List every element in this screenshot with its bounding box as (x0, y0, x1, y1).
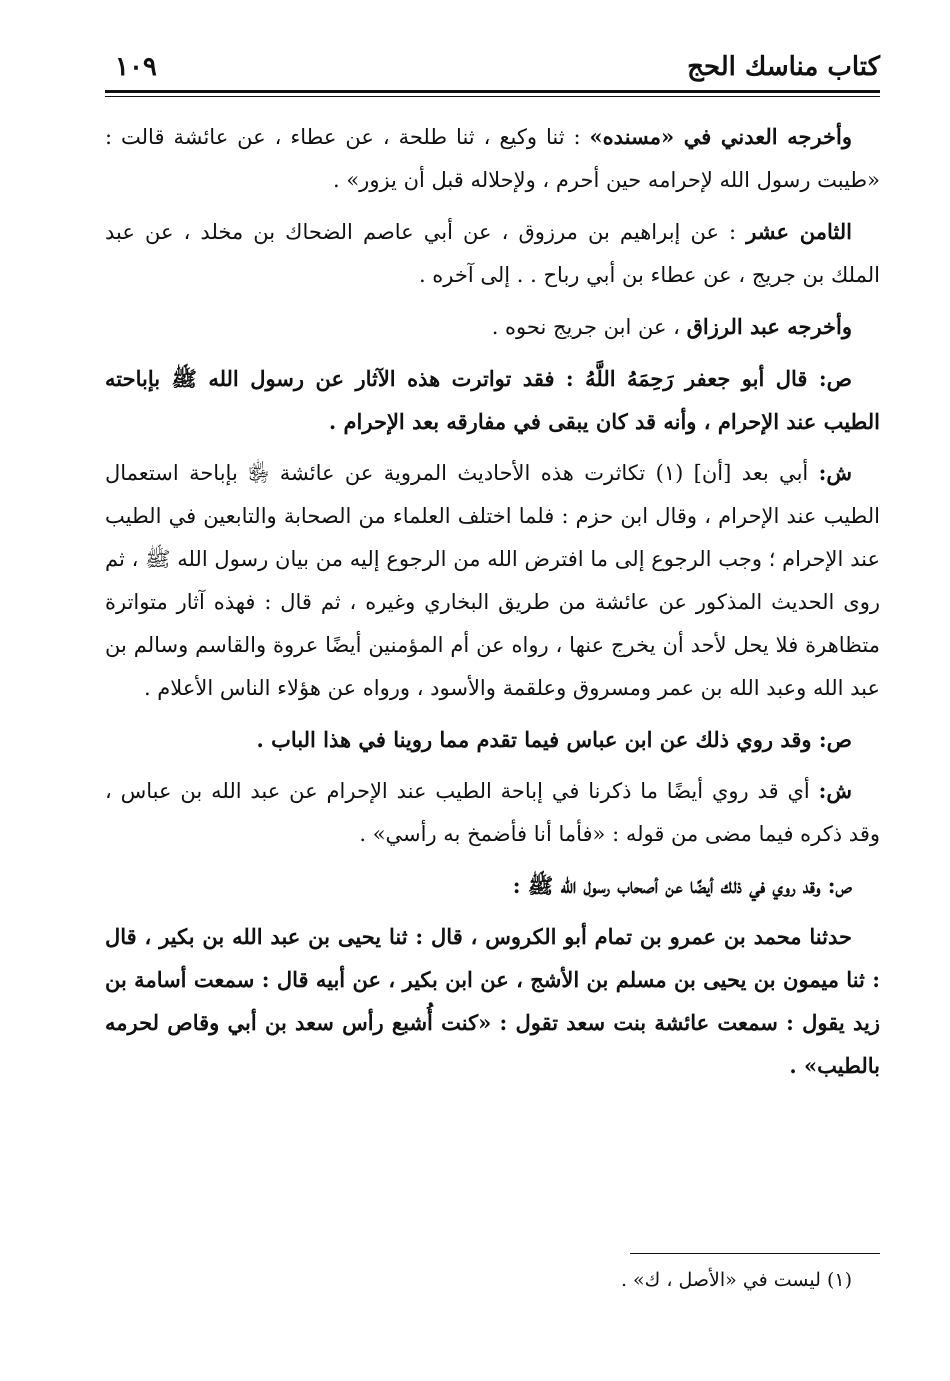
paragraph (105, 864, 880, 907)
paragraph (105, 769, 880, 856)
paragraph-text: ، عن ابن جريج نحوه . (491, 315, 687, 339)
paragraph-lead: الثامن عشر (746, 219, 852, 244)
header-rule-thick (105, 90, 880, 93)
paragraph (105, 210, 880, 297)
footnote-rule (630, 1253, 880, 1254)
page-header (105, 50, 880, 90)
page-body (105, 115, 880, 1095)
document-page (105, 40, 880, 1360)
page-number: ١٠٩ (115, 52, 157, 82)
paragraph-text: حدثنا محمد بن عمرو بن تمام أبو الكروس ، قال : ثنا يحيى بن عبد الله بن بكير ، قال : ثنا ميمون بن يحيى بن مسلم بن الأشج ، عن ابن بكير ، عن أبيه قال : سمعت أسامة بن زيد يقول : سمعت عائشة بنت سعد تقول : «كنت أُشبع رأس سعد بن أبي وقاص لحرمه بالطيب» . (105, 924, 880, 1078)
paragraph (105, 451, 880, 710)
paragraph-lead: ش: (818, 460, 853, 485)
paragraph-lead: ص: (818, 727, 852, 752)
paragraph-lead: وأخرجه العدني في «مسنده» (589, 124, 852, 149)
paragraph-text: قال أبو جعفر رَحِمَهُ اللَّهُ : فقد تواترت هذه الآثار عن رسول الله ﷺ بإباحته الطيب عند الإحرام ، وأنه قد كان يبقى في مفارقه بعد الإحرام . (105, 366, 880, 434)
header-rule-thin (105, 96, 880, 97)
paragraph (105, 357, 880, 443)
paragraph-lead: وأخرجه عبد الرزاق (686, 314, 852, 339)
paragraph-text: وقد روي في ذلك أيضًا عن أصحاب رسول الله ﷺ : (512, 873, 828, 898)
paragraph (105, 915, 880, 1087)
paragraph-lead: ص: (818, 366, 852, 391)
paragraph-lead: ص: (827, 873, 852, 898)
paragraph-text: أي قد روي أيضًا ما ذكرنا في إباحة الطيب عند الإحرام عن عبد الله بن عباس ، وقد ذكره فيما مضى من قوله : «فأما أنا فأضمخ به رأسي» . (105, 779, 880, 846)
paragraph (105, 115, 880, 202)
paragraph-lead: ش: (818, 778, 852, 803)
footnote: (١) ليست في «الأصل ، ك» . (620, 1269, 852, 1291)
paragraph-text: وقد روي ذلك عن ابن عباس فيما تقدم مما روينا في هذا الباب . (256, 727, 819, 752)
paragraph (105, 305, 880, 349)
paragraph-text: : ثنا وكيع ، ثنا طلحة ، عن عطاء ، عن عائشة قالت : «طيبت رسول الله لإحرامه حين أحرم ، ولإحلاله قبل أن يزور» . (105, 125, 880, 192)
paragraph (105, 718, 880, 761)
paragraph-text: : عن إبراهيم بن مرزوق ، عن أبي عاصم الضحاك بن مخلد ، عن عبد الملك بن جريج ، عن عطاء بن أبي رباح . . إلى آخره . (105, 220, 880, 287)
chapter-title: كتاب مناسك الحج (687, 52, 880, 82)
paragraph-text: أبي بعد [أن] (١) تكاثرت هذه الأحاديث المروية عن عائشة ﵂ بإباحة استعمال الطيب عند الإحرام ، وقال ابن حزم : فلما اختلف العلماء من الصحابة والتابعين في الطيب عند الإحرام ؛ وجب الرجوع إلى ما افترض الله من الرجوع إليه من بيان رسول الله ﷺ ، ثم روى الحديث المذكور عن عائشة من طريق البخاري وغيره ، ثم قال : فهذه آثار متواترة متظاهرة فلا يحل لأحد أن يخرج عنها ، رواه عن أم المؤمنين أيضًا عروة والقاسم وسالم بن عبد الله وعبد الله بن عمر ومسروق وعلقمة والأسود ، ورواه عن هؤلاء الناس الأعلام . (105, 461, 880, 700)
